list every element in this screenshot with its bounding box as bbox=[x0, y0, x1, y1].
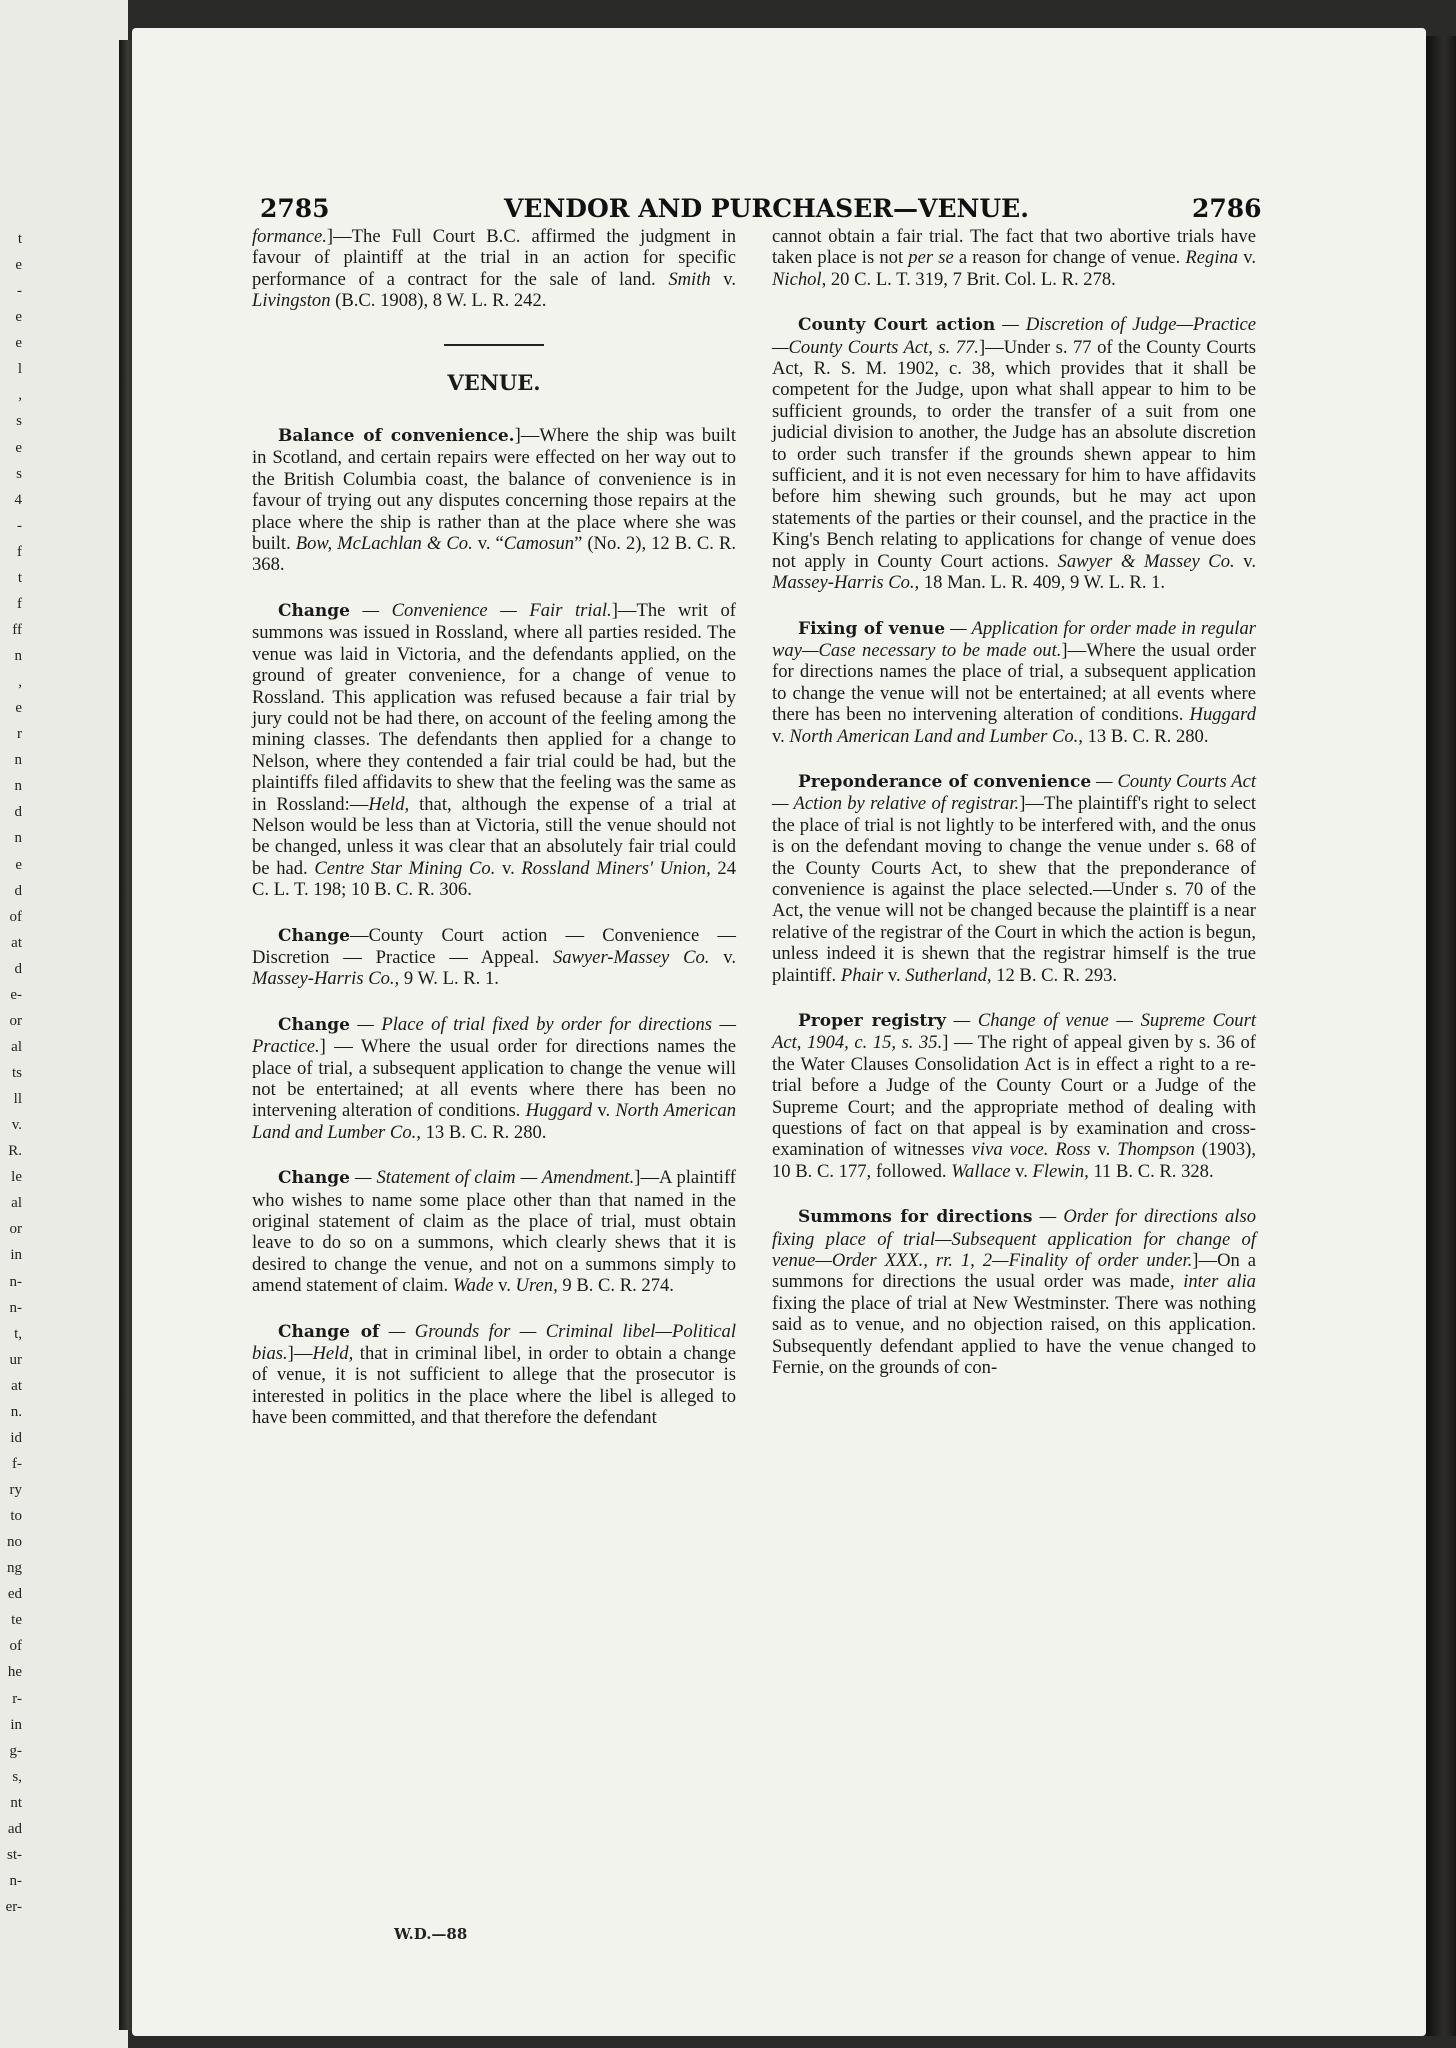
entry-continuation: formance.]—The Full Court B.C. affirmed the judgment in favour of plaintiff at the trial in an action for specific performance of a contract for the sale of land. Smith v. Livingston (B.C. 1908), 8 W. L. R. 242. bbox=[252, 226, 736, 312]
adjacent-page-text-fragment: in bbox=[10, 1247, 22, 1264]
entry-change-fair-trial: Change — Convenience — Fair trial.]—The writ of summons was issued in Rossland, where all parties resided. The venue was laid in Victoria, and the defendants applied, on the ground of greater convenience, for a change of venue to Rossland. This application was refused because a fair trial by jury could not be had there, on account of the feeling among the mining classes. The defendants then applied for a change to Nelson, where they contended a fair trial could be had, but the plaintiffs filed affidavits to shew that the feeling was the same as in Rossland:—Held, that, although the expense of a trial at Nelson would be less than at Victoria, still the venue should not be changed, unless it was clear that an absolutely fair trial could be had. Centre Star Mining Co. v. Rossland Miners' Union, 24 C. L. T. 198; 10 B. C. R. 306. bbox=[252, 599, 736, 901]
adjacent-page-text-fragment: ed bbox=[7, 1586, 22, 1603]
section-rule bbox=[444, 344, 544, 346]
adjacent-page-text-fragment: he bbox=[7, 1664, 22, 1681]
entry-change-county-court: Change—County Court action — Convenience — Discretion — Practice — Appeal. Sawyer-Massey Co. v. Massey-Harris Co., 9 W. L. R. 1. bbox=[252, 924, 736, 990]
adjacent-page-text-fragment: s bbox=[16, 465, 22, 482]
adjacent-page-text-fragment: of bbox=[9, 908, 22, 925]
adjacent-page-text-fragment: f bbox=[17, 543, 22, 560]
adjacent-page-text-fragment: t bbox=[17, 231, 22, 247]
adjacent-page-text-fragment: t bbox=[17, 569, 22, 586]
adjacent-page-text-fragment: no bbox=[7, 1534, 22, 1551]
adjacent-page-text-fragment: e bbox=[15, 700, 22, 717]
entry-change-statement-of-claim: Change — Statement of claim — Amendment.]—A plaintiff who wishes to name some place other than that named in the original statement of claim as the place of trial, must obtain leave to do so on a summons, which clearly shews that it is desired to change the venue, and not on a summons simply to amend statement of claim. Wade v. Uren, 9 B. C. R. 274. bbox=[252, 1167, 736, 1297]
entry-summons-for-directions: Summons for directions — Order for directions also fixing place of trial—Subsequent application for change of venue—Order XXX., rr. 1, 2—Finality of order under.]—On a summons for directions the usual order was made, inter alia fixing the place of trial at New Westminster. There was nothing said as to venue, and no objection raised, on this application. Subsequently defendant applied to have the venue changed to Fernie, on the grounds of con- bbox=[772, 1206, 1256, 1379]
adjacent-page-text-fragment: s bbox=[16, 413, 22, 430]
running-head: VENDOR AND PURCHASER—VENUE. bbox=[504, 194, 1029, 223]
entry-proper-registry: Proper registry — Change of venue — Supreme Court Act, 1904, c. 15, s. 35.] — The right of appeal given by s. 36 of the Water Clauses Consolidation Act is in effect a right to a re-trial before a Judge of the County Court or a Judge of the Supreme Court; and the appropriate method of dealing with questions of fact on that appeal is by examination and cross-examination of witnesses viva voce. Ross v. Thompson (1903), 10 B. C. 177, followed. Wallace v. Flewin, 11 B. C. R. 328. bbox=[772, 1010, 1257, 1182]
adjacent-page-text-fragment: of bbox=[9, 1638, 22, 1655]
entry-county-court-action: County Court action — Discretion of Judge—Practice—County Courts Act, s. 77.]—Under s. 77 of the County Courts Act, R. S. M. 1902, c. 38, which provides that it shall be competent for the Judge, upon what shall appear to him to be sufficient grounds, to order the transfer of a suit from one judicial division to another, the Judge has an absolute discretion to order such transfer if the grounds shewn appear to him sufficient, and it is not even necessary for him to have affidavits before him shewing such grounds, but he may act upon statements of the parties or their counsel, and the practice in the King's Bench relating to applications for change of venue does not apply in County Court actions. Sawyer & Massey Co. v. Massey-Harris Co., 18 Man. L. R. 409, 9 W. L. R. 1. bbox=[772, 314, 1257, 594]
adjacent-page-text-fragment: or bbox=[9, 1012, 22, 1029]
adjacent-page-text-fragment: e bbox=[15, 439, 22, 456]
adjacent-page-text-fragment: al bbox=[11, 1038, 22, 1055]
adjacent-page-text-fragment: n- bbox=[9, 1299, 22, 1316]
adjacent-page-text-fragment: e bbox=[15, 856, 22, 873]
adjacent-page-text-fragment: in bbox=[10, 1716, 22, 1733]
left-page-number: 2785 bbox=[260, 194, 330, 223]
adjacent-page-text-fragment: d bbox=[14, 882, 22, 899]
adjacent-page-text-fragment: r- bbox=[12, 1690, 22, 1707]
entry-change-place-of-trial: Change — Place of trial fixed by order for directions — Practice.] — Where the usual order for directions names the place of trial, a subsequent application to change the venue will not be entertained; at all events where there has been no intervening alteration of conditions. Huggard v. North American Land and Lumber Co., 13 B. C. R. 280. bbox=[252, 1013, 736, 1143]
adjacent-page-text-fragment: s, bbox=[12, 1768, 22, 1785]
signature-mark: W.D.—88 bbox=[394, 1925, 468, 1943]
adjacent-page-text-fragment: id bbox=[10, 1429, 22, 1446]
adjacent-page-text-fragment: or bbox=[9, 1221, 22, 1238]
adjacent-page-text-fragment: R. bbox=[8, 1143, 22, 1160]
adjacent-page-text-fragment: er- bbox=[5, 1899, 22, 1915]
adjacent-page-text-fragment: e bbox=[15, 257, 22, 274]
adjacent-page-text-fragment: ts bbox=[11, 1065, 22, 1081]
adjacent-page-text-fragment: - bbox=[17, 517, 22, 534]
adjacent-page-text-fragment: n bbox=[14, 752, 22, 769]
entry-balance-of-convenience: Balance of convenience.]—Where the ship was built in Scotland, and certain repairs were effected on her way out to the British Columbia coast, the balance of convenience is in favour of trying out any disputes concerning those repairs at the place where the ship is rather than at the place where she was built. Bow, McLachlan & Co. v. “Camosun” (No. 2), 12 B. C. R. 368. bbox=[252, 425, 736, 576]
adjacent-page-text-fragment: ll bbox=[13, 1091, 22, 1108]
adjacent-page-text-fragment: ng bbox=[7, 1560, 22, 1577]
adjacent-page-text-fragment: ur bbox=[9, 1351, 22, 1368]
adjacent-page-text-fragment: st- bbox=[7, 1846, 22, 1863]
adjacent-page-text-fragment: n bbox=[14, 830, 22, 847]
adjacent-page-text-fragment: t, bbox=[14, 1325, 22, 1342]
adjacent-page-text-fragment: f bbox=[17, 595, 22, 612]
adjacent-page-text-fragment: ff bbox=[12, 621, 22, 638]
adjacent-page-text-fragment: at bbox=[11, 934, 22, 951]
adjacent-page-text-fragment: f- bbox=[12, 1455, 22, 1472]
right-page-number: 2786 bbox=[1192, 194, 1262, 223]
adjacent-page-text-fragment: d bbox=[14, 960, 22, 977]
adjacent-page-text-fragment: e- bbox=[10, 986, 22, 1003]
adjacent-page-text-fragment: nt bbox=[10, 1794, 22, 1811]
adjacent-page-text-fragment: to bbox=[10, 1508, 22, 1525]
adjacent-page-text-fragment: d bbox=[14, 804, 22, 821]
adjacent-page-text-fragment: v. bbox=[11, 1117, 22, 1134]
adjacent-page-text-fragment: te bbox=[11, 1612, 22, 1629]
adjacent-page-text-fragment: e bbox=[15, 335, 22, 352]
adjacent-page-text-fragment: n. bbox=[10, 1403, 22, 1420]
adjacent-page-text-fragment: , bbox=[18, 387, 22, 404]
right-column bbox=[772, 226, 1256, 1403]
adjacent-page-text-fragment: n bbox=[14, 648, 22, 664]
adjacent-page-text-fragment: al bbox=[11, 1195, 22, 1212]
entry-continuation: cannot obtain a fair trial. The fact that two abortive trials have taken place is not per se a reason for change of venue. Regina v. Nichol, 20 C. L. T. 319, 7 Brit. Col. L. R. 278. bbox=[772, 226, 1256, 290]
adjacent-page-text-fragment: le bbox=[11, 1169, 22, 1186]
adjacent-page-text-fragment: , bbox=[18, 674, 22, 691]
adjacent-page-text-fragment: g- bbox=[9, 1742, 22, 1759]
adjacent-page-text-fragment: - bbox=[17, 283, 22, 300]
adjacent-page-text-fragment: e bbox=[15, 309, 22, 326]
page-edge bbox=[1426, 36, 1456, 2036]
adjacent-page-text-fragment: ad bbox=[7, 1820, 22, 1837]
adjacent-page-fragment bbox=[0, 0, 128, 2048]
adjacent-page-text-fragment: r bbox=[17, 726, 22, 743]
entry-fixing-of-venue: Fixing of venue — Application for order made in regular way—Case necessary to be made out.]—Where the usual order for directions names the place of trial, a subsequent application to change the venue will not be entertained; at all events where there has been no intervening alteration of conditions. Huggard v. North American Land and Lumber Co., 13 B. C. R. 280. bbox=[772, 617, 1256, 747]
adjacent-page-text-fragment: l bbox=[17, 361, 22, 378]
adjacent-page-text-fragment: n- bbox=[9, 1273, 22, 1290]
adjacent-page-text-fragment: n- bbox=[9, 1872, 22, 1889]
left-column bbox=[252, 226, 736, 1453]
adjacent-page-text-fragment: n bbox=[14, 778, 22, 795]
entry-preponderance-of-convenience: Preponderance of convenience — County Courts Act — Action by relative of registrar.]—The plaintiff's right to select the place of trial is not lightly to be interfered with, and the onus is on the defendant moving to change the venue under s. 68 of the County Courts Act, to shew that the preponderance of convenience is against the place selected.—Under s. 70 of the Act, the venue will not be changed because the plaintiff is a near relative of the registrar of the Court in which the action is begun, unless indeed it is shewn that the registrar himself is the true plaintiff. Phair v. Sutherland, 12 B. C. R. 293. bbox=[772, 770, 1256, 986]
book-page bbox=[132, 28, 1426, 2036]
entry-change-grounds: Change of — Grounds for — Criminal libel—Political bias.]—Held, that in criminal libel, in order to obtain a change of venue, it is not sufficient to allege that the prosecutor is interested in politics in the place where the libel is alleged to have been committed, and that therefore the defendant bbox=[252, 1320, 736, 1429]
adjacent-page-text-fragment: ry bbox=[9, 1482, 22, 1498]
section-title: VENUE. bbox=[447, 369, 541, 395]
adjacent-page-text-fragment: at bbox=[11, 1377, 22, 1394]
adjacent-page-text-fragment: 4 bbox=[14, 491, 22, 508]
